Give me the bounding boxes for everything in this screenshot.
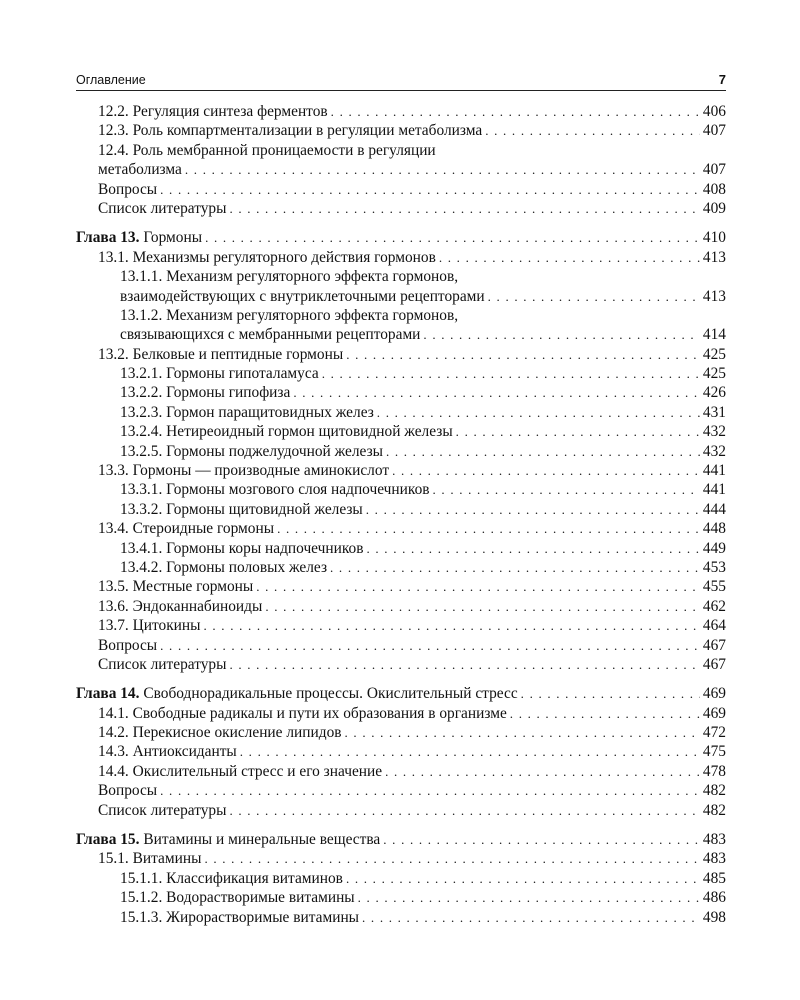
- page-ref: 407: [702, 122, 726, 140]
- toc-entry[interactable]: 13.6. Эндоканнабиноиды . . . 462: [76, 597, 726, 616]
- chapter-title: Гормоны: [143, 229, 203, 247]
- toc-entry[interactable]: 14.4. Окислительный стресс и его значение . . . 478: [76, 762, 726, 781]
- toc-entry[interactable]: связывающихся с мембранными рецепторами . . . 414: [76, 325, 726, 344]
- toc-entry[interactable]: 15.1.1. Классификация витаминов . . . 485: [76, 869, 726, 888]
- page-ref: 453: [702, 558, 726, 576]
- dot-leader: [433, 480, 700, 499]
- chapter-label: Глава 13.: [76, 229, 140, 247]
- chapter-title: Витамины и минеральные вещества: [143, 831, 381, 849]
- page-ref: 482: [702, 782, 726, 800]
- toc-entry[interactable]: Вопросы . . . 482: [76, 781, 726, 800]
- toc-entry[interactable]: взаимодействующих с внутриклеточными рецепторами . . . 413: [76, 287, 726, 306]
- toc-entry[interactable]: 13.4.2. Гормоны половых желез . . . 453: [76, 558, 726, 577]
- dot-leader: [392, 461, 700, 480]
- toc-entry[interactable]: 13.7. Цитокины . . . 464: [76, 616, 726, 635]
- toc-entry[interactable]: 13.4.1. Гормоны коры надпочечников . . . 449: [76, 539, 726, 558]
- page-ref: 483: [702, 831, 726, 849]
- page-ref: 432: [702, 442, 726, 460]
- dot-leader: [331, 102, 700, 121]
- page-ref: 444: [702, 500, 726, 518]
- toc-entry[interactable]: 14.1. Свободные радикалы и пути их образования в организме . . . 469: [76, 704, 726, 723]
- toc-entry[interactable]: 13.2.4. Нетиреоидный гормон щитовидной железы . . . 432: [76, 422, 726, 441]
- toc-entry-line: 13.1.1. Механизм регуляторного эффекта гормонов,: [120, 268, 459, 286]
- toc-entry[interactable]: Список литературы . . . 482: [76, 801, 726, 820]
- page-ref: 483: [702, 850, 726, 868]
- dot-leader: [204, 849, 699, 868]
- page-ref: 413: [702, 287, 726, 305]
- dot-leader: [205, 228, 700, 247]
- dot-leader: [277, 519, 700, 538]
- page-ref: 464: [702, 617, 726, 635]
- page-ref: 472: [702, 724, 726, 742]
- toc-entry-line: 12.4. Роль мембранной проницаемости в регуляции: [98, 141, 436, 159]
- page-ref: 486: [702, 889, 726, 907]
- page-ref: 410: [702, 229, 726, 247]
- page-ref: 408: [702, 180, 726, 198]
- toc-entry[interactable]: Список литературы . . . 467: [76, 655, 726, 674]
- page-ref: 462: [702, 597, 726, 615]
- dot-leader: [377, 403, 700, 422]
- header-title: Оглавление: [76, 73, 146, 87]
- dot-leader: [383, 830, 700, 849]
- chapter-label: Глава 15.: [76, 831, 140, 849]
- chapter-label: Глава 14.: [76, 685, 140, 703]
- page-ref: 449: [702, 539, 726, 557]
- page-ref: 431: [702, 403, 726, 421]
- page-ref: 407: [702, 161, 726, 179]
- page-ref: 425: [702, 365, 726, 383]
- page-ref: 478: [702, 762, 726, 780]
- dot-leader: [229, 801, 699, 820]
- dot-leader: [366, 500, 700, 519]
- page-ref: 485: [702, 869, 726, 887]
- dot-leader: [362, 908, 700, 927]
- page-ref: 469: [702, 685, 726, 703]
- page-ref: 425: [702, 345, 726, 363]
- toc-entry[interactable]: Вопросы . . . 467: [76, 636, 726, 655]
- toc-entry[interactable]: 15.1.2. Водорастворимые витамины . . . 486: [76, 888, 726, 907]
- toc-entry[interactable]: 15.1. Витамины . . . 483: [76, 849, 726, 868]
- toc-entry[interactable]: 13.1. Механизмы регуляторного действия гормонов . . . 413: [76, 248, 726, 267]
- toc-entry[interactable]: 13.2.2. Гормоны гипофиза . . . 426: [76, 383, 726, 402]
- dot-leader: [346, 345, 700, 364]
- dot-leader: [185, 160, 700, 179]
- toc-chapter-14[interactable]: [76, 684, 726, 703]
- dot-leader: [322, 364, 700, 383]
- page-number: 7: [718, 72, 726, 87]
- page-ref: 448: [702, 520, 726, 538]
- page-ref: 467: [702, 655, 726, 673]
- page-ref: 432: [702, 423, 726, 441]
- toc-entry-line: 13.1.2. Механизм регуляторного эффекта гормонов,: [120, 306, 459, 324]
- dot-leader: [367, 539, 700, 558]
- toc-entry[interactable]: метаболизма . . . 407: [76, 160, 726, 179]
- toc-chapter-13[interactable]: [76, 228, 726, 247]
- page-ref: 475: [702, 743, 726, 761]
- page-ref: 413: [702, 248, 726, 266]
- page-ref: 414: [702, 326, 726, 344]
- dot-leader: [229, 199, 699, 218]
- toc-entry[interactable]: 13.3.1. Гормоны мозгового слоя надпочечников . . . 441: [76, 480, 726, 499]
- dot-leader: [346, 869, 700, 888]
- page-ref: 426: [702, 384, 726, 402]
- dot-leader: [485, 121, 700, 140]
- dot-leader: [439, 248, 700, 267]
- page-ref: 409: [702, 199, 726, 217]
- dot-leader: [160, 180, 700, 199]
- page-ref: 441: [702, 481, 726, 499]
- dot-leader: [385, 762, 700, 781]
- table-of-contents: [76, 102, 726, 927]
- dot-leader: [240, 742, 700, 761]
- toc-entry[interactable]: 12.2. Регуляция синтеза ферментов . . . 406: [76, 102, 726, 121]
- dot-leader: [229, 655, 699, 674]
- toc-entry[interactable]: Список литературы . . . 409: [76, 199, 726, 218]
- dot-leader: [256, 577, 700, 596]
- toc-entry[interactable]: 13.4. Стероидные гормоны . . . 448: [76, 519, 726, 538]
- dot-leader: [358, 888, 700, 907]
- toc-entry[interactable]: 13.2.3. Гормон паращитовидных желез . . . 431: [76, 403, 726, 422]
- chapter-title: Свободнорадикальные процессы. Окислительный стресс: [143, 685, 518, 703]
- dot-leader: [386, 442, 700, 461]
- toc-entry[interactable]: 14.3. Антиоксиданты . . . 475: [76, 743, 726, 762]
- dot-leader: [345, 723, 700, 742]
- toc-entry[interactable]: 15.1.3. Жирорастворимые витамины . . . 498: [76, 908, 726, 927]
- dot-leader: [521, 684, 700, 703]
- page-ref: 469: [702, 704, 726, 722]
- dot-leader: [204, 616, 700, 635]
- toc-entry[interactable]: 13.5. Местные гормоны . . . 455: [76, 577, 726, 596]
- page-ref: 482: [702, 801, 726, 819]
- toc-entry[interactable]: 13.3. Гормоны — производные аминокислот . . . 441: [76, 461, 726, 480]
- toc-chapter-15[interactable]: [76, 830, 726, 849]
- page-ref: 441: [702, 462, 726, 480]
- dot-leader: [423, 325, 699, 344]
- page-ref: 455: [702, 578, 726, 596]
- toc-entry[interactable]: 13.2.5. Гормоны поджелудочной железы . . . 432: [76, 442, 726, 461]
- page-ref: 467: [702, 636, 726, 654]
- dot-leader: [160, 636, 700, 655]
- toc-entry[interactable]: Вопросы . . . 408: [76, 180, 726, 199]
- dot-leader: [510, 704, 700, 723]
- dot-leader: [160, 781, 700, 800]
- toc-entry[interactable]: 13.2.1. Гормоны гипоталамуса . . . 425: [76, 364, 726, 383]
- running-header: [76, 70, 726, 91]
- dot-leader: [330, 558, 700, 577]
- toc-entry[interactable]: 13.3.2. Гормоны щитовидной железы . . . 444: [76, 500, 726, 519]
- dot-leader: [456, 422, 700, 441]
- dot-leader: [293, 383, 700, 402]
- dot-leader: [488, 287, 700, 306]
- page-ref: 498: [702, 908, 726, 926]
- page-ref: 406: [702, 102, 726, 120]
- toc-entry[interactable]: 13.2. Белковые и пептидные гормоны . . . 425: [76, 345, 726, 364]
- toc-entry[interactable]: 12.3. Роль компартментализации в регуляции метаболизма . . . 407: [76, 121, 726, 140]
- toc-entry[interactable]: 14.2. Перекисное окисление липидов . . . 472: [76, 723, 726, 742]
- dot-leader: [265, 597, 700, 616]
